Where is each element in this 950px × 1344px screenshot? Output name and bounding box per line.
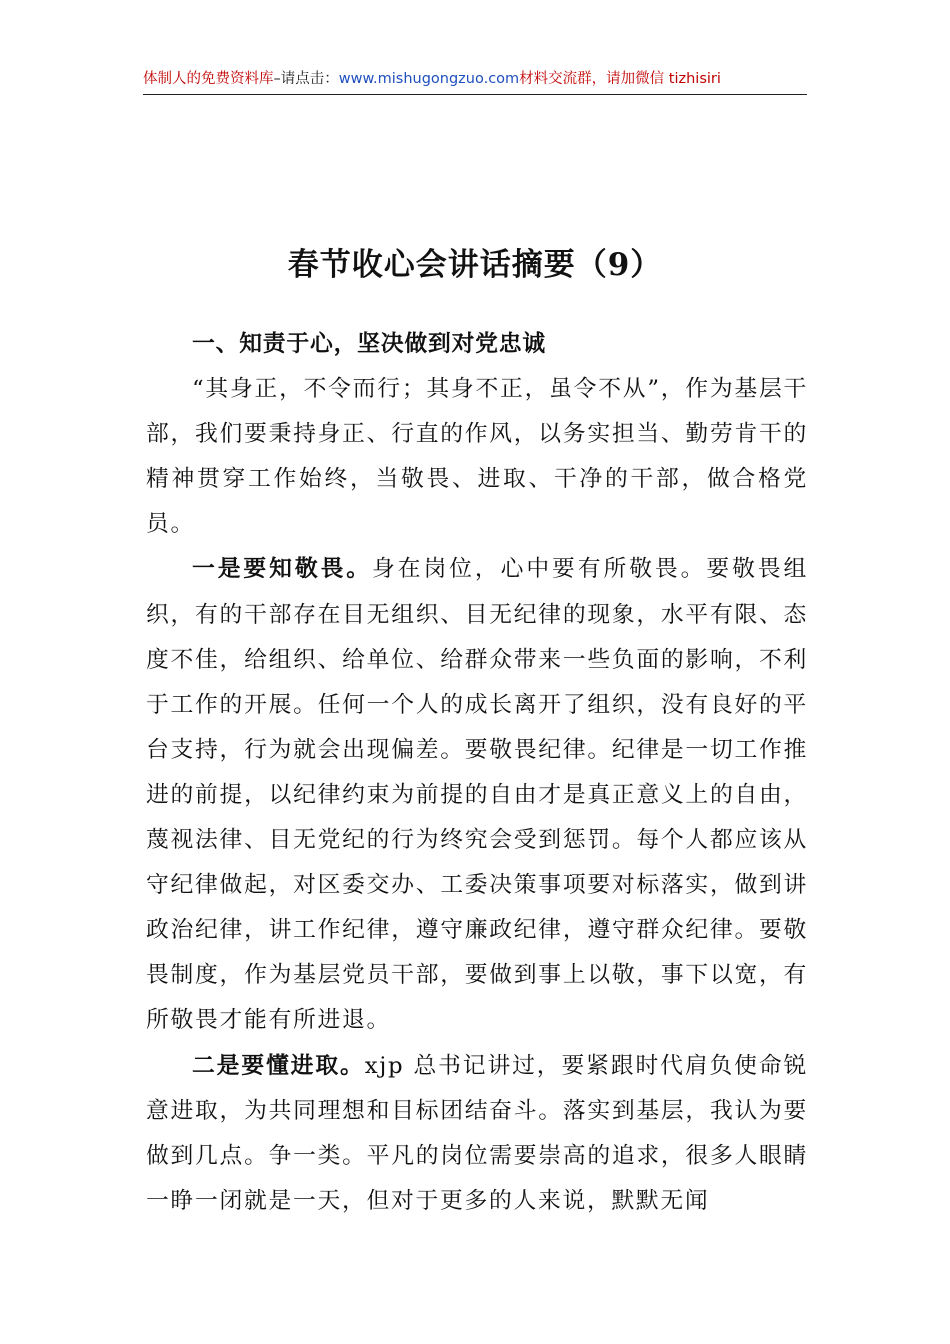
header-brand: 体制人的免费资料库: [143, 71, 274, 87]
point-1-paragraph: [146, 547, 808, 1043]
header-contact: 材料交流群，请加微信 tizhisiri: [519, 71, 721, 87]
point-1-body: 身在岗位，心中要有所敬畏。要敬畏组织，有的干部存在目无组织、目无纪律的现象，水平有限、态度不佳，给组织、给单位、给群众带来一些负面的影响，不利于工作的开展。任何一个人的成长离开了组织，没有良好的平台支持，行为就会出现偏差。要敬畏纪律。纪律是一切工作推进的前提，以纪律约束为前提的自由才是真正意义上的自由，蔑视法律、目无党纪的行为终究会受到惩罚。每个人都应该从守纪律做起，对区委交办、工委决策事项要对标落实，做到讲政治纪律，讲工作纪律，遵守廉政纪律，遵守群众纪律。要敬畏制度，作为基层党员干部，要做到事上以敬，事下以宽，有所敬畏才能有所进退。: [146, 556, 808, 1034]
header-link[interactable]: www.mishugongzuo.com: [338, 71, 520, 87]
document-body: [146, 322, 808, 1224]
point-2-lead: 二是要懂进取。: [192, 1052, 365, 1079]
point-2-body: xjp 总书记讲过，要紧跟时代肩负使命锐意进取，为共同理想和目标团结奋斗。落实到基层，我认为要做到几点。争一类。平凡的岗位需要崇高的追求，很多人眼睛一睁一闭就是一天，但对于更多的人来说，默默无闻: [146, 1052, 809, 1214]
watermark-header: [143, 68, 807, 95]
point-1-lead: 一是要知敬畏。: [192, 556, 373, 583]
header-cta: –请点击：: [273, 71, 339, 87]
intro-paragraph: “其身正，不令而行；其身不正，虽令不从”，作为基层干部，我们要秉持身正、行直的作风，以务实担当、勤劳肯干的精神贯穿工作始终，当敬畏、进取、干净的干部，做合格党员。: [146, 376, 808, 538]
point-2-paragraph: [146, 1044, 808, 1224]
document-title: 春节收心会讲话摘要（9）: [287, 246, 663, 283]
section-heading: 一、知责于心，坚决做到对党忠诚: [192, 331, 546, 357]
